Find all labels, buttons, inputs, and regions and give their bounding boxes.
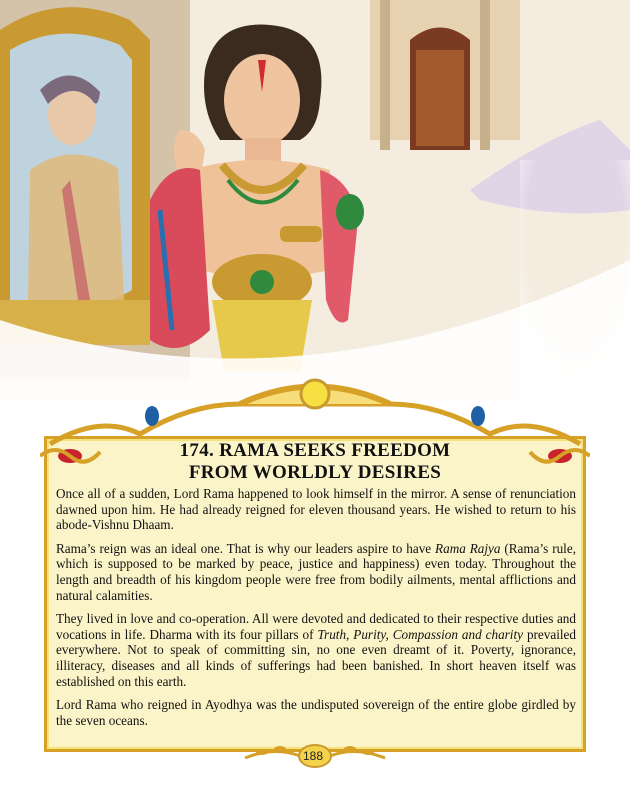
palace-pillar-right xyxy=(480,0,490,150)
paragraph-1: Once all of a sudden, Lord Rama happened to look himself in the mirror. A sense of renunciation dawned upon him. He had already reigned for eleven thousand years. He wished to return to his abode-Vishnu Dhaam. xyxy=(56,486,576,533)
mirror xyxy=(0,7,150,345)
paragraph-2-text-a: Rama’s reign was an ideal one. That is why our leaders aspire to have xyxy=(56,540,436,556)
chapter-title-line-1: 174. RAMA SEEKS FREEDOM xyxy=(179,440,451,461)
center-gem xyxy=(301,380,329,408)
right-fade xyxy=(520,160,630,400)
chapter-body xyxy=(56,486,576,736)
paragraph-2 xyxy=(56,541,576,603)
palace-pillar-left xyxy=(380,0,390,150)
paragraph-3-emphasis: Truth, Purity, Compassion and charity xyxy=(317,626,523,642)
paragraph-3 xyxy=(56,611,576,689)
paragraph-2-text-b: (Rama’s rule, which is supposed to be marked by peace, justice and happiness) even today. Throughout the length and breadth of his kingdom people were free from bodily ailments, mental afflictions and natural calamities. xyxy=(56,540,576,603)
paragraph-3-text-b: prevailed everywhere. Not to speak of committing sin, no one even dreamt of it. Poverty, ignorance, illiteracy, diseases and all kinds of sufferings had been banished. In short heaven itself was established on this earth. xyxy=(56,626,577,689)
paragraph-2-emphasis: Rama Rajya xyxy=(435,540,501,556)
page-number: 188 xyxy=(302,749,324,763)
chapter-title-line-2: FROM WORLDLY DESIRES xyxy=(188,462,442,483)
palace-door xyxy=(416,50,464,146)
paragraph-4: Lord Rama who reigned in Ayodhya was the undisputed sovereign of the entire globe girdled by the seven oceans. xyxy=(56,697,576,728)
chapter-title xyxy=(110,440,520,484)
right-blue-gem xyxy=(471,406,485,426)
paragraph-3-text-a: They lived in love and co-operation. All were devoted and dedicated to their respective duties and vocations in life. Dharma with its four pillars of xyxy=(56,611,576,642)
left-blue-gem xyxy=(145,406,159,426)
